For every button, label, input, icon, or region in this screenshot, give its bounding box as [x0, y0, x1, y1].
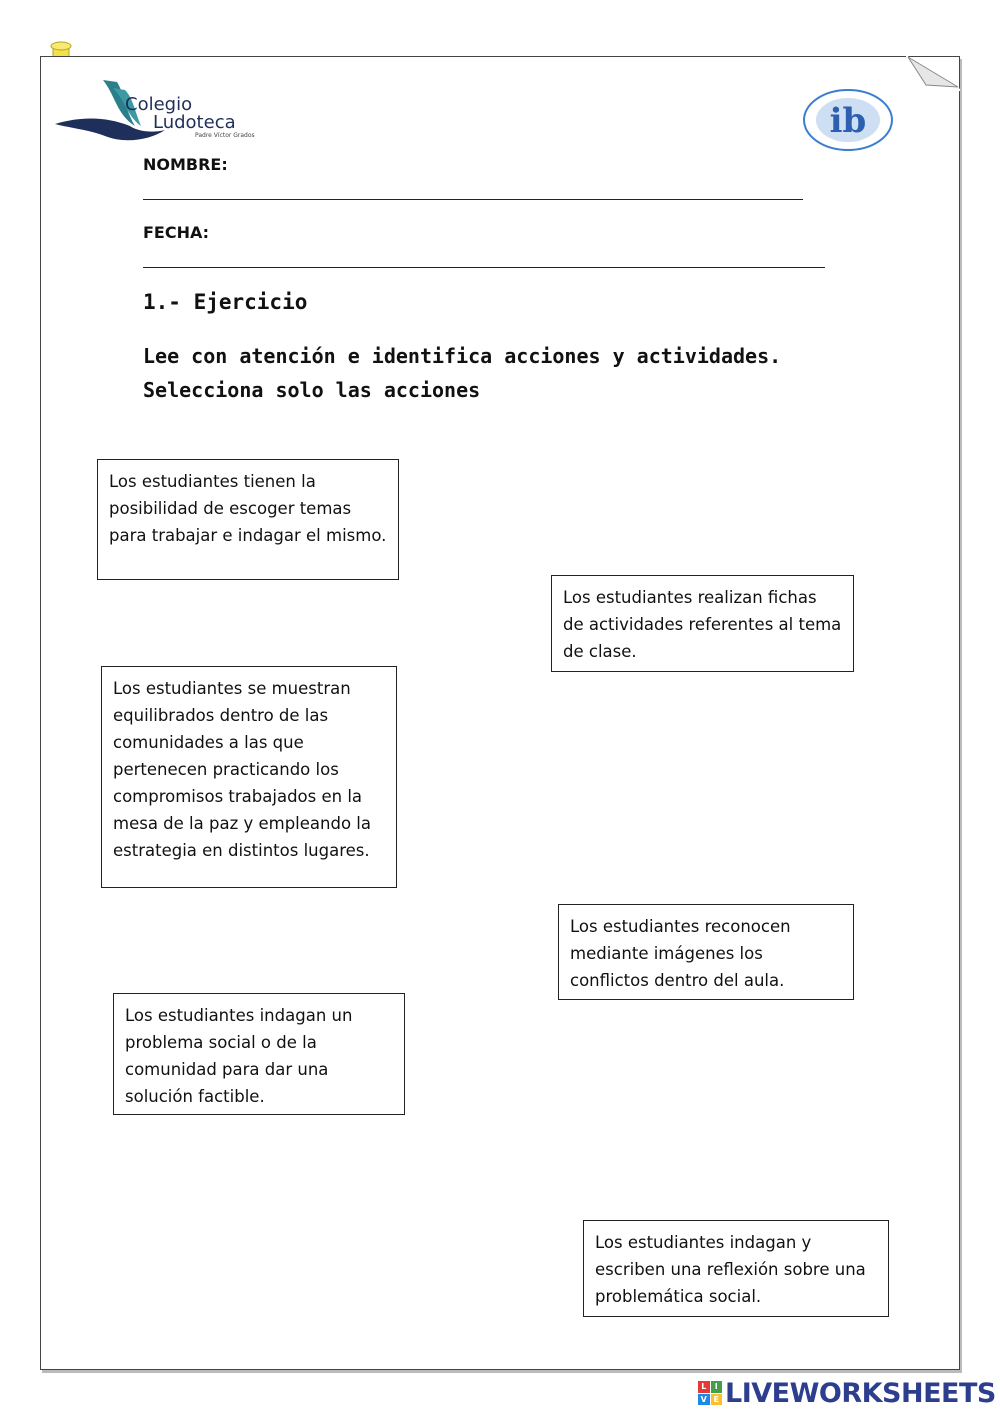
date-blank-line[interactable]	[143, 267, 825, 268]
name-label: NOMBRE:	[143, 155, 228, 174]
instruction-line-2: Selecciona solo las acciones	[143, 378, 481, 402]
option-box[interactable]: Los estudiantes reconocen mediante imágenes los conflictos dentro del aula.	[558, 904, 854, 1000]
exercise-title: 1.- Ejercicio	[143, 290, 308, 314]
ib-logo	[800, 84, 900, 154]
date-label: FECHA:	[143, 223, 210, 242]
option-box[interactable]: Los estudiantes indagan un problema social o de la comunidad para dar una solución factible.	[113, 993, 405, 1115]
school-logo	[55, 70, 255, 150]
school-name-line3: Padre Víctor Grados	[195, 132, 255, 139]
liveworksheets-brand-text: LIVEWORKSHEETS	[725, 1377, 996, 1409]
instruction-line-1: Lee con atención e identifica acciones y actividades.	[143, 344, 782, 368]
page-curl-icon	[906, 55, 960, 91]
school-name-line2: Ludoteca	[153, 112, 236, 133]
liveworksheets-badge-icon: L I V E	[698, 1381, 722, 1405]
option-box[interactable]: Los estudiantes indagan y escriben una reflexión sobre una problemática social.	[583, 1220, 889, 1317]
name-blank-line[interactable]	[143, 199, 803, 200]
liveworksheets-logo[interactable]	[698, 1378, 996, 1408]
exercise-instructions	[143, 339, 863, 407]
option-box[interactable]: Los estudiantes realizan fichas de actividades referentes al tema de clase.	[551, 575, 854, 672]
option-box[interactable]: Los estudiantes tienen la posibilidad de escoger temas para trabajar e indagar el mismo.	[97, 459, 399, 580]
ib-logo-text: ib	[829, 101, 867, 141]
school-name-line1: Colegio	[125, 94, 193, 115]
option-box[interactable]: Los estudiantes se muestran equilibrados dentro de las comunidades a las que pertenecen practicando los compromisos trabajados en la mesa de la paz y empleando la estrategia en distintos lugares.	[101, 666, 397, 888]
